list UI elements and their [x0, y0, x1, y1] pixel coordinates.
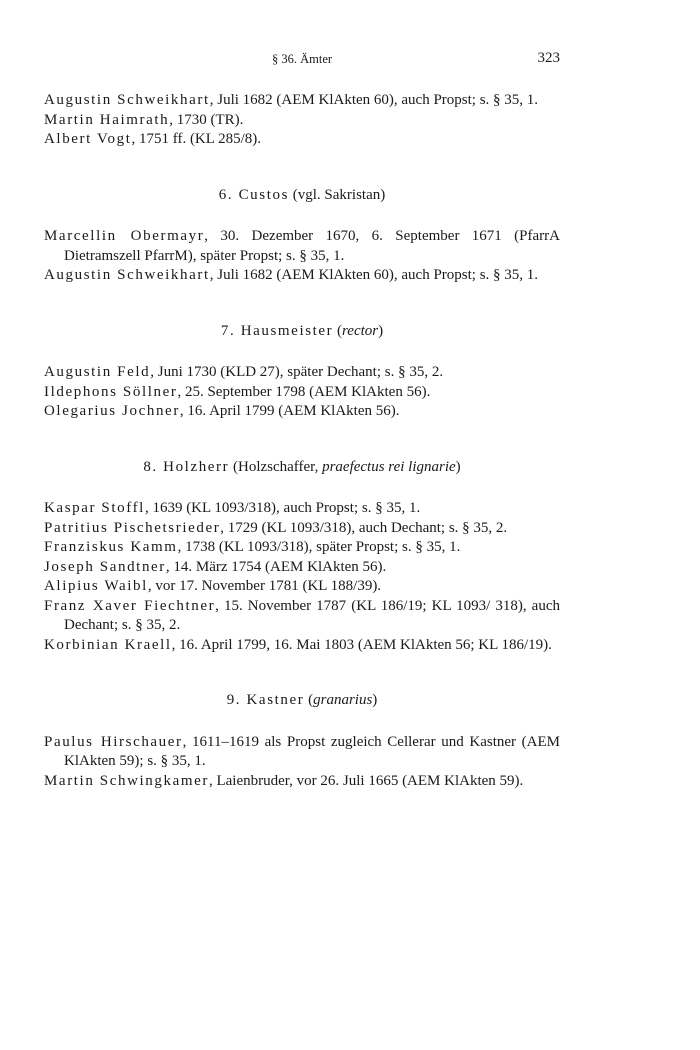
person-name: Patritius Pischetsrieder	[44, 519, 221, 536]
entry-details: , Laienbruder, vor 26. Juli 1665 (AEM KlAkten 59).	[208, 772, 524, 789]
section-number: 9.	[226, 692, 247, 708]
entry-details: , 1751 ff. (KL 285/8).	[131, 131, 262, 147]
section-note: (Holzschaffer,	[229, 458, 323, 475]
entry-details: , Juli 1682 (AEM KlAkten 60), auch Propst; s. § 35, 1.	[209, 92, 539, 108]
person-name: Olegarius Jochner	[44, 403, 180, 419]
person-entry	[44, 363, 560, 383]
section-title: Custos	[238, 186, 290, 203]
person-name: Paulus Hirschauer	[44, 733, 183, 750]
section-latin-term: praefectus rei lignarie	[322, 458, 456, 475]
section-note-close: )	[455, 458, 461, 475]
section-heading	[44, 458, 560, 478]
section-number: 8.	[143, 458, 164, 475]
person-name: Augustin Schweikhart	[44, 92, 210, 108]
section-number: 7.	[220, 322, 241, 339]
page-body	[44, 91, 560, 791]
person-name: Martin Schwingkamer	[44, 772, 209, 789]
section	[44, 286, 560, 422]
person-entry	[44, 538, 560, 558]
entry-details: , Juni 1730 (KLD 27), später Dechant; s. § 35, 2.	[150, 364, 444, 380]
section-note: (	[304, 692, 314, 708]
section-note-close: )	[372, 692, 378, 708]
section-note: (vgl. Sakristan)	[289, 186, 386, 203]
entry-details: , 1730 (TR).	[169, 111, 244, 128]
entry-details: , 1611–1619 als Propst zugleich Cellerar und Kastner (AEM KlAkten 59); s. § 35, 1.	[64, 733, 560, 769]
section-note-close: )	[378, 322, 384, 339]
person-entry	[44, 227, 560, 266]
person-name: Franz Xaver Fiechtner	[44, 597, 216, 614]
running-head-title: § 36. Ämter	[271, 52, 333, 66]
person-name: Ildephons Söllner	[44, 383, 178, 400]
entry-details: , 16. April 1799 (AEM KlAkten 56).	[179, 403, 400, 419]
person-entry	[44, 402, 560, 422]
person-name: Augustin Feld	[44, 364, 151, 380]
entry-details: , vor 17. November 1781 (KL 188/39).	[147, 578, 382, 594]
section	[44, 422, 560, 656]
section-note: (	[333, 322, 343, 339]
entry-details: , Juli 1682 (AEM KlAkten 60), auch Propst; s. § 35, 1.	[209, 267, 539, 283]
entry-details: , 15. November 1787 (KL 186/19; KL 1093/ 318), auch Dechant; s. § 35, 2.	[64, 597, 560, 633]
person-entry	[44, 91, 560, 111]
person-entry	[44, 558, 560, 578]
person-name: Albert Vogt	[44, 131, 132, 147]
section-title: Hausmeister	[240, 322, 334, 339]
section-latin-term: rector	[342, 322, 379, 339]
person-name: Korbinian Kraell	[44, 636, 172, 653]
person-entry	[44, 383, 560, 403]
person-entry	[44, 733, 560, 772]
section-title: Holzherr	[163, 458, 230, 475]
section-latin-term: granarius	[313, 692, 373, 708]
running-head	[44, 50, 560, 70]
entry-details: , 1639 (KL 1093/318), auch Propst; s. § 35, 1.	[144, 500, 421, 516]
entry-details: , 1738 (KL 1093/318), später Propst; s. § 35, 1.	[177, 539, 461, 555]
person-name: Alipius Waibl	[44, 578, 148, 594]
person-entry	[44, 636, 560, 656]
entry-details: , 14. März 1754 (AEM KlAkten 56).	[165, 558, 387, 575]
person-name: Kaspar Stoffl	[44, 500, 145, 516]
section-heading	[44, 322, 560, 342]
person-entry	[44, 130, 560, 150]
section-heading	[44, 691, 560, 711]
person-name: Joseph Sandtner	[44, 558, 166, 575]
person-entry	[44, 772, 560, 792]
person-entry	[44, 597, 560, 636]
entry-details: , 1729 (KL 1093/318), auch Dechant; s. § 35, 2.	[220, 519, 508, 536]
section-title: Kastner	[246, 692, 305, 708]
entry-details: , 16. April 1799, 16. Mai 1803 (AEM KlAkten 56; KL 186/19).	[171, 636, 552, 653]
entry-details: , 25. September 1798 (AEM KlAkten 56).	[177, 383, 431, 400]
person-name: Augustin Schweikhart	[44, 267, 210, 283]
entry-details: , 30. Dezember 1670, 6. September 1671 (PfarrA Dietramszell PfarrM), später Propst; s. § 35, 1.	[64, 228, 560, 264]
person-entry	[44, 519, 560, 539]
person-entry	[44, 499, 560, 519]
section-heading	[44, 186, 560, 206]
section	[44, 91, 560, 150]
section	[44, 150, 560, 286]
person-entry	[44, 266, 560, 286]
person-name: Franziskus Kamm	[44, 539, 178, 555]
person-name: Martin Haimrath	[44, 111, 170, 128]
person-entry	[44, 577, 560, 597]
section	[44, 655, 560, 791]
page-number: 323	[537, 50, 560, 66]
person-name: Marcellin Obermayr	[44, 228, 205, 244]
person-entry	[44, 111, 560, 131]
section-number: 6.	[218, 186, 239, 203]
